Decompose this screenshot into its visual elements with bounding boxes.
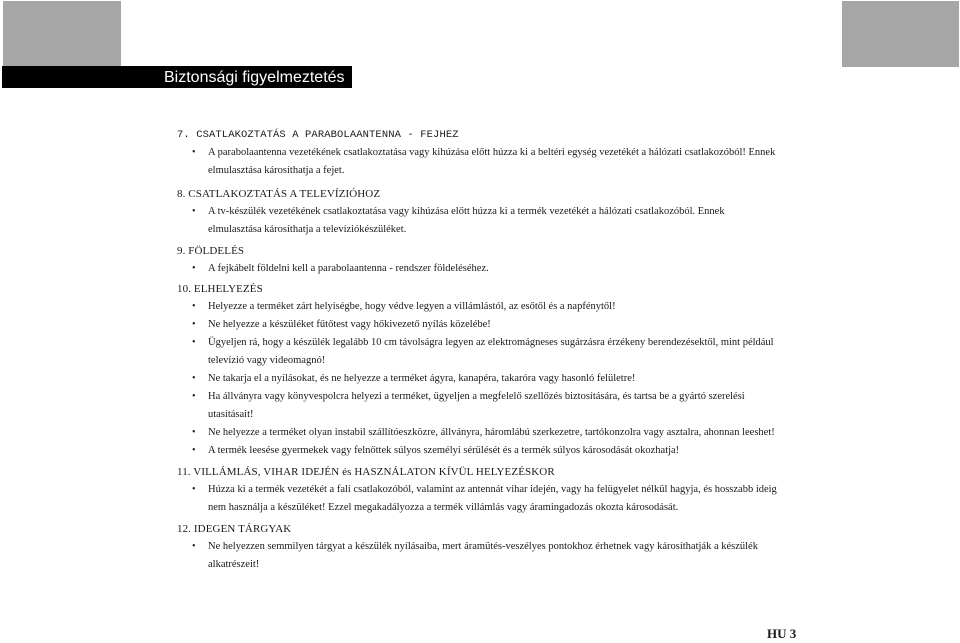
bullet-item: • Ha állványra vagy könyvespolcra helyezi a terméket, ügyeljen a megfelelő szellőzés biztosítására, és tartsa be a gyártó szerelési utasításait! [177,388,777,424]
corner-block-right [842,1,959,67]
section-9 [177,242,777,278]
bullet-item: • Húzza ki a termék vezetékét a fali csatlakozóból, valamint az antennát vihar idején, vagy ha felügyelet nélkül hagyja, és hosszabb ideig nem használja a készüléket! Ezzel megakadályozza a termék villámlás vagy áramingadozás okozta károsodását. [177,481,777,517]
bullet-item: • Ne takarja el a nyílásokat, és ne helyezze a terméket ágyra, kanapéra, takaróra vagy hasonló felületre! [177,370,777,388]
bullet-item: • A tv-készülék vezetékének csatlakoztatása vagy kihúzása előtt húzza ki a termék vezetékét a hálózati csatlakozóból. Ennek elmulasztása károsíthatja a televíziókészüléket. [177,203,777,239]
bullet-item: • Helyezze a terméket zárt helyiségbe, hogy védve legyen a villámlástól, az esőtől és a napfénytől! [177,298,777,316]
section-7 [177,126,777,180]
section-heading: 12. IDEGEN TÁRGYAK [177,523,292,535]
bullet-item: • A parabolaantenna vezetékének csatlakoztatása vagy kihúzása előtt húzza ki a beltéri egység vezetékét a hálózati csatlakozóból! Ennek elmulasztása károsíthatja a fejet. [177,144,777,180]
bullet-item: • A termék leesése gyermekek vagy felnőttek súlyos személyi sérülését és a termék súlyos károsodását okozhatja! [177,442,777,460]
section-12 [177,520,777,574]
section-heading: 10. ELHELYEZÉS [177,283,263,295]
bullet-item: • A fejkábelt földelni kell a parabolaantenna - rendszer földeléséhez. [177,260,777,278]
bullet-item: • Ne helyezze a terméket olyan instabil szállítóeszközre, állványra, háromlábú szerkezetre, tartókonzolra vagy asztalra, ahonnan leeshet! [177,424,777,442]
section-heading: 8. CSATLAKOZTATÁS A TELEVÍZIÓHOZ [177,188,381,200]
corner-block-left [3,1,121,67]
section-10 [177,280,777,460]
page-number: HU 3 [767,626,797,641]
bullet-item: • Ügyeljen rá, hogy a készülék legalább 10 cm távolságra legyen az elektromágneses sugárzásra érzékeny berendezésektől, mint például televízió vagy videomagnó! [177,334,777,370]
section-heading: 11. VILLÁMLÁS, VIHAR IDEJÉN és HASZNÁLATON KÍVÜL HELYEZÉSKOR [177,466,555,478]
bullet-item: • Ne helyezzen semmilyen tárgyat a készülék nyílásaiba, mert áramütés-veszélyes pontokhoz érhetnek vagy károsíthatják a készülék alkatrészeit! [177,538,777,574]
section-8 [177,185,777,239]
safety-content [177,126,777,574]
bullet-item: • Ne helyezze a készüléket fűtőtest vagy hőkivezető nyílás közelébe! [177,316,777,334]
page-title: Biztonsági figyelmeztetés [164,69,345,86]
section-11 [177,463,777,517]
section-heading: 9. FÖLDELÉS [177,245,245,257]
section-heading: 7. CSATLAKOZTATÁS A PARABOLAANTENNA - FEJHEZ [177,129,459,141]
